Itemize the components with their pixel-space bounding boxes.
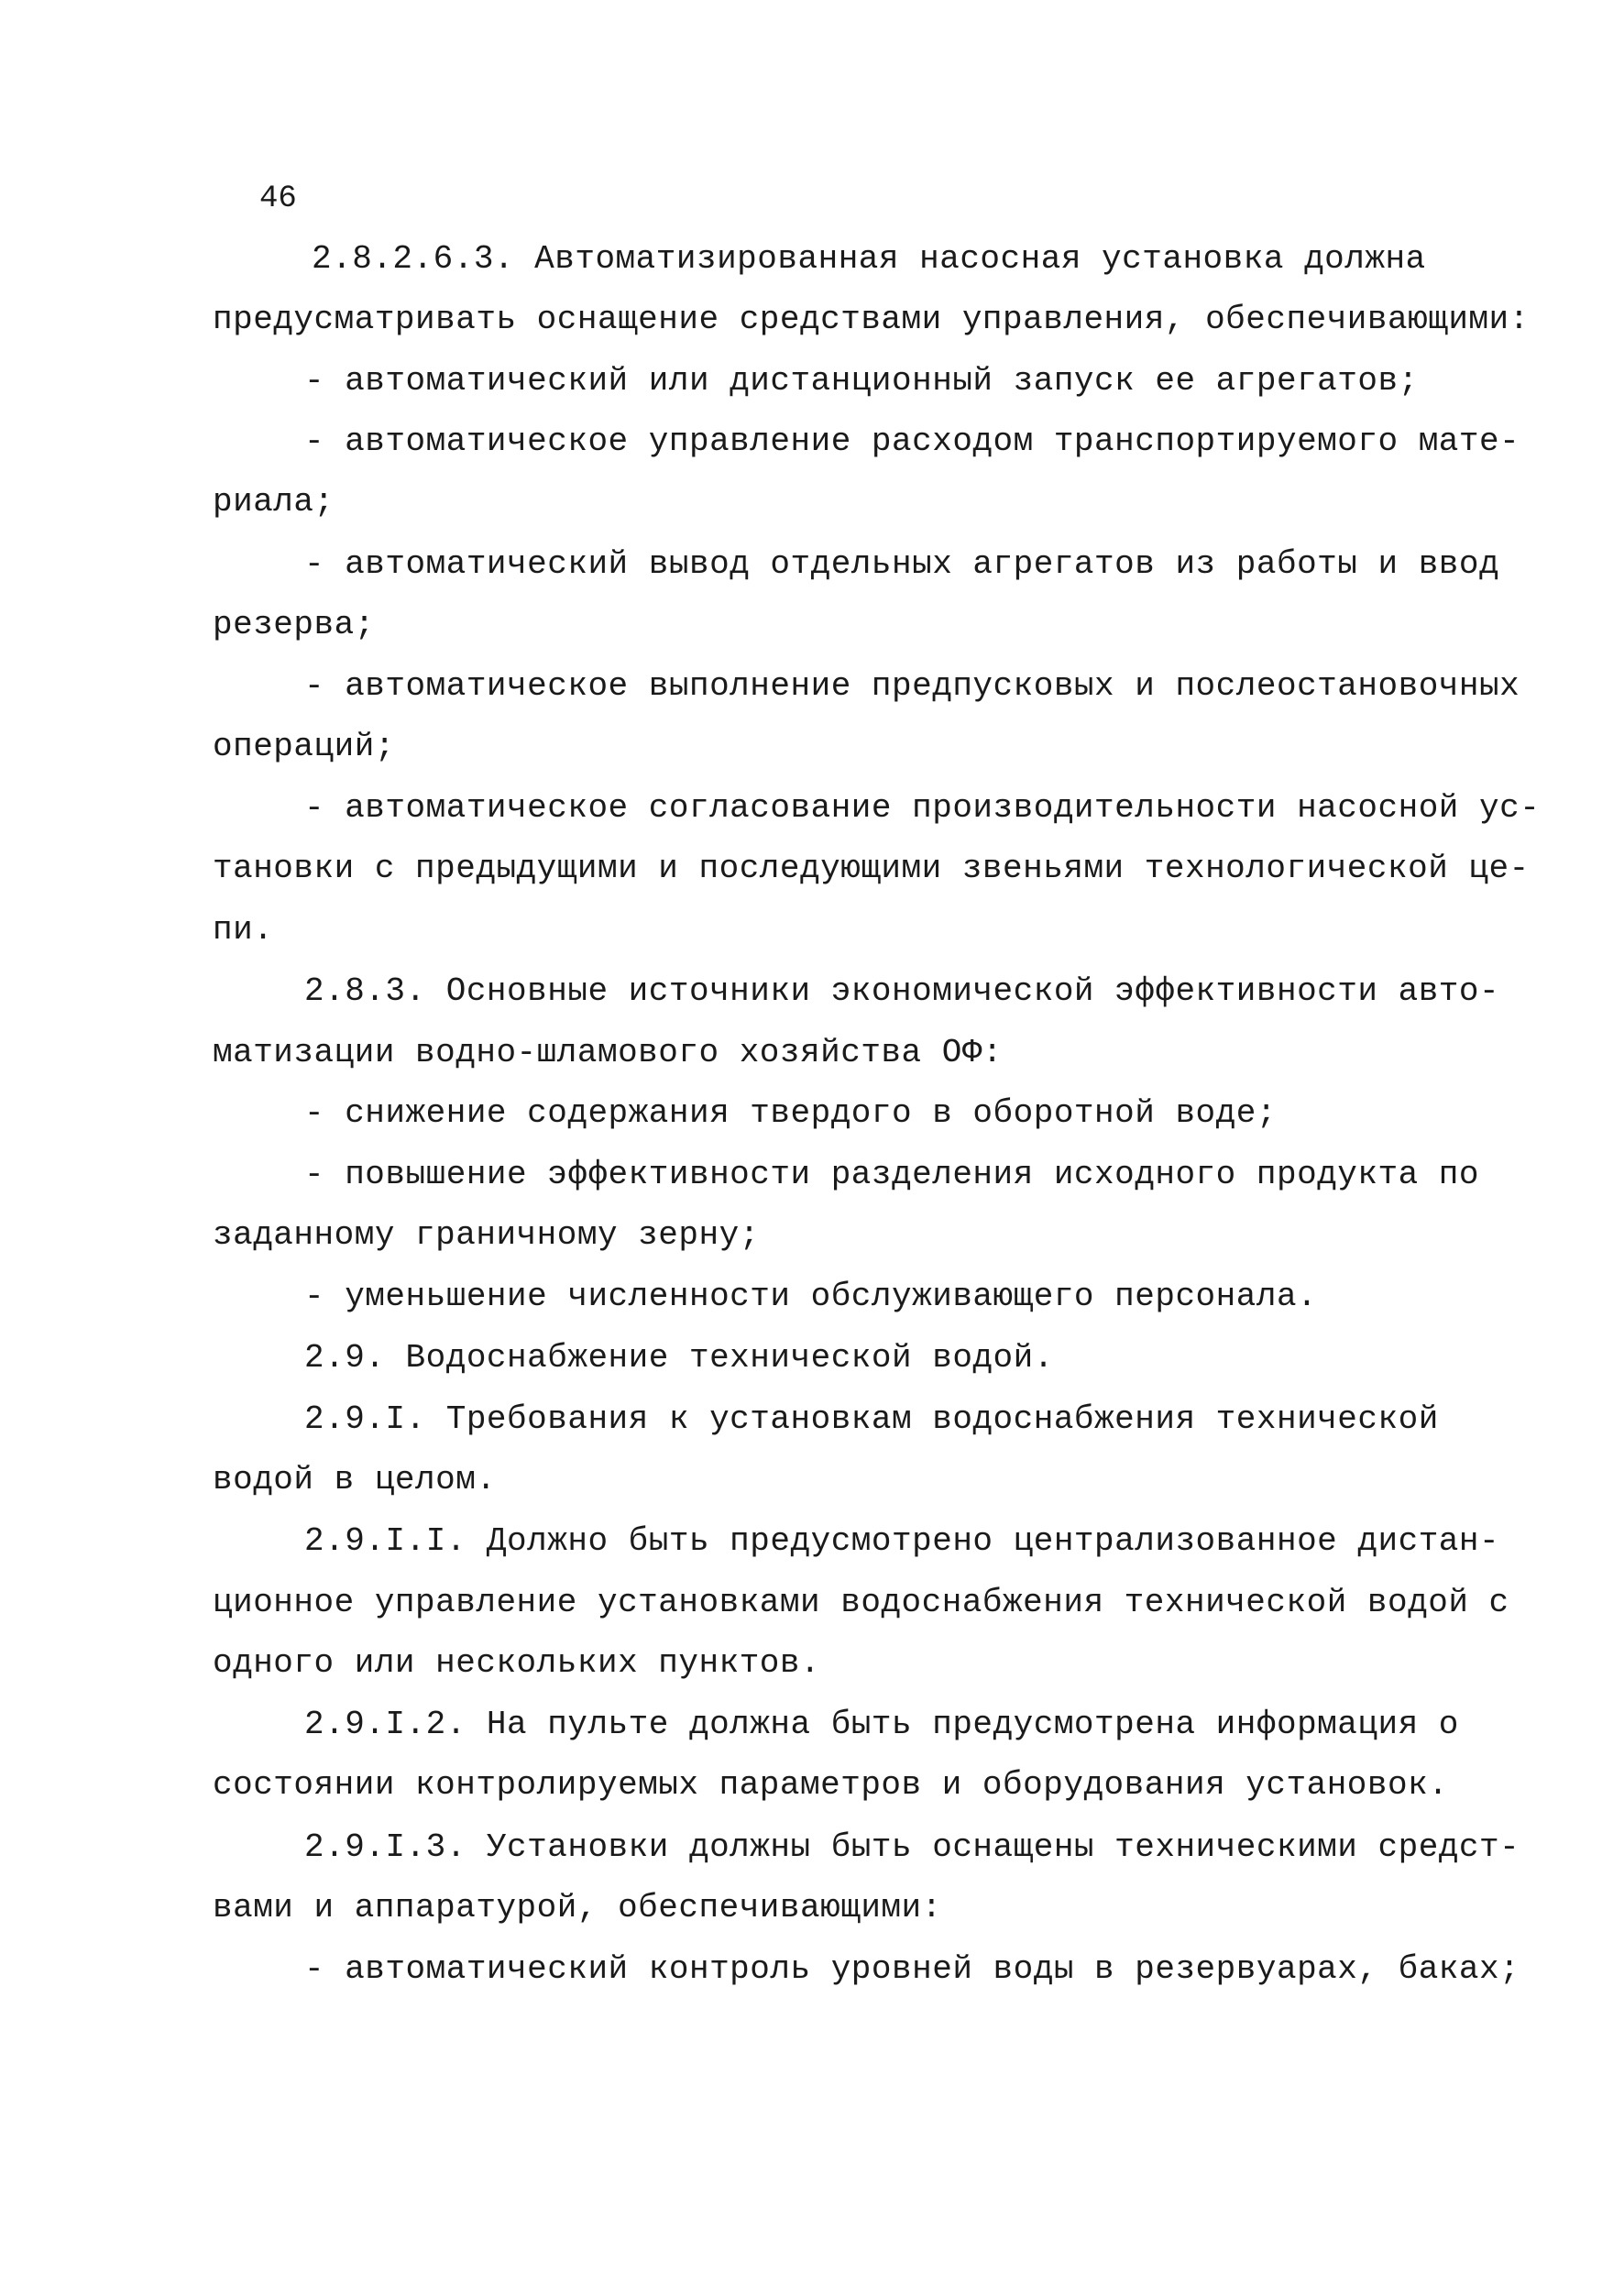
page-number: 46 <box>259 181 297 216</box>
text-line: заданному граничному зерну; <box>213 1216 760 1254</box>
text-line: вами и аппаратурой, обеспечивающими: <box>213 1889 942 1926</box>
text-line: - автоматический вывод отдельных агрегатов из работы и ввод <box>304 545 1500 583</box>
text-line: - автоматическое управление расходом транспортируемого мате- <box>304 423 1520 460</box>
text-line: - автоматическое выполнение предпусковых и послеостановочных <box>304 667 1520 705</box>
text-line: - уменьшение численности обслуживающего персонала. <box>304 1278 1318 1315</box>
text-line: состоянии контролируемых параметров и оборудования установок. <box>213 1766 1449 1804</box>
text-line: - снижение содержания твердого в оборотной воде; <box>304 1094 1277 1132</box>
text-line: пи. <box>213 911 274 949</box>
text-line: тановки с предыдущими и последующими звеньями технологической це- <box>213 850 1530 887</box>
text-line: 2.8.2.6.3. Автоматизированная насосная установка должна <box>312 240 1426 278</box>
text-line: - автоматический или дистанционный запуск ее агрегатов; <box>304 362 1419 400</box>
text-line: - автоматическое согласование производительности насосной ус- <box>304 789 1541 827</box>
text-line: резерва; <box>213 606 375 643</box>
text-line: операций; <box>213 728 395 765</box>
text-line: - автоматический контроль уровней воды в резервуарах, баках; <box>304 1950 1520 1988</box>
text-line: - повышение эффективности разделения исходного продукта по <box>304 1156 1480 1193</box>
text-line: 2.8.3. Основные источники экономической эффективности авто- <box>304 972 1500 1010</box>
text-line: 2.9. Водоснабжение технической водой. <box>304 1339 1054 1377</box>
text-line: матизации водно-шламового хозяйства ОФ: <box>213 1034 1004 1071</box>
text-line: одного или нескольких пунктов. <box>213 1644 821 1682</box>
text-line: предусматривать оснащение средствами управления, обеспечивающими: <box>213 301 1530 338</box>
text-line: водой в целом. <box>213 1461 497 1498</box>
text-line: ционное управление установками водоснабжения технической водой с <box>213 1584 1509 1621</box>
text-line: 2.9.I. Требования к установкам водоснабжения технической <box>304 1400 1439 1438</box>
text-line: 2.9.I.2. На пульте должна быть предусмотрена информация о <box>304 1706 1459 1743</box>
text-line: 2.9.I.3. Установки должны быть оснащены техническими средст- <box>304 1828 1520 1866</box>
text-line: риала; <box>213 483 335 521</box>
text-line: 2.9.I.I. Должно быть предусмотрено централизованное дистан- <box>304 1522 1500 1560</box>
